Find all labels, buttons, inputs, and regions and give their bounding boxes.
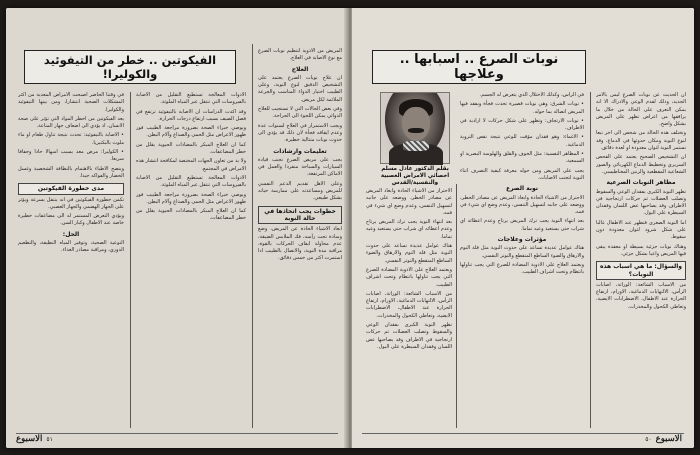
spill-paragraph: وعلى الاهل تقديم الدعم النفسي للمريض ومساعدته على ممارسة حياته بشكل طبيعي. — [258, 180, 342, 202]
article-paragraph: من الاسباب الشائعة: الوراثة، اصابات الرأس، الالتهابات الدماغية، الاورام، ارتفاع الحرارة عند الاطفال، الاضطرابات الايضية، وتعاطي الكحول والمخدرات. — [366, 290, 452, 319]
spill-paragraph: ان علاج نوبات الصرع يعتمد على التشخيص الدقيق لنوع النوبة، وعلى الطبيب اختيار الدواء المناسب والجرعة الملائمة لكل مريض. — [258, 74, 342, 103]
spill-paragraph: يجب على مريض الصرع تجنب قيادة السيارات والسباحة منفردا والعمل في الاماكن المرتفعة. — [258, 156, 342, 178]
article-paragraph: ويعتمد العلاج على الادوية المضادة للصرع التي يجب تناولها بانتظام وتحت اشراف الطبيب. — [366, 266, 452, 288]
article-paragraph: ولا بد من تعاون الجهات المختصة لمكافحة انتشار هذه الامراض في المجتمع. — [136, 158, 246, 172]
author-byline: بقلم الدكتور عادل مسلم اخصائي الامراض العصبية والنفسية/القدس — [380, 166, 450, 186]
article-paragraph: هناك عوامل عديدة تساعد على حدوث النوبة مثل قلة النوم والارهاق والضوء الساطع المتقطع والتوتر النفسي. — [460, 245, 584, 259]
article-paragraph: • الكوليرا: مرض معد يسبب اسهالا حادا وجفافا سريعا. — [18, 149, 124, 163]
article-paragraph: في وقتنا الحاضر اصبحت الامراض المعدية من اكثر المشكلات الصحية انتشارا، ومن بينها التيفوئيد والكوليرا. — [18, 92, 124, 113]
article-paragraph: • المظاهر النفسية: مثل الخوف والقلق والهلوسة البصرية او السمعية. — [460, 151, 584, 165]
article-paragraph: الادوات المعالجة تستطيع التقليل من الاصابة بالفيروسات التي تنتقل عبر المياه الملوثة. — [136, 92, 246, 106]
article-paragraph: الادوات المعالجة تستطيع التقليل من الاصابة بالفيروسات التي تنتقل عبر المياه الملوثة. — [136, 174, 246, 189]
seizure-subheading: نوبة الصرع — [505, 185, 539, 193]
article-paragraph: كما ان العلاج المبكر بالمضادات الحيوية يقلل من خطر المضاعفات. — [136, 141, 246, 156]
spill-boxed-sub: خطوات يجب اتخاذها في حالة النوبة — [258, 206, 342, 225]
footer-rule — [16, 433, 338, 434]
spill-column — [258, 48, 342, 438]
solution-subheading: الحل: — [62, 230, 80, 238]
article-paragraph: تظهر النوبة الكبرى بفقدان الوعي والسقوط وتصلب العضلات ثم حركات ارتجاجية في الاطراف وقد يصاحبها عض اللسان وفقدان السيطرة على البول. — [366, 322, 452, 350]
footer-rule — [362, 433, 684, 434]
left-first-column — [18, 92, 124, 428]
spill-paragraph: ابعاد الاشياء الحادة عن المريض، وضع وسادة تحت رأسه، فك الملابس الضيقة، عدم محاولة ايقاف الحركات بالقوة، مراقبة مدة النوبة، والاتصال بالطبيب اذا استمرت اكثر من خمس دقائق. — [258, 226, 342, 262]
article-paragraph: وتختلف هذه الحالة من شخص الى اخر تبعا لنوع النوبة ومكان حدوثها في الدماغ، وقد تستمر النوبة لثوان معدودة او لعدة دقائق. — [596, 130, 686, 152]
photo-face — [402, 107, 430, 141]
article-paragraph: الاحتراز من الاشياء الحادة وابعاد المريض عن مصادر الخطر، ووضعه على جانبه لتسهيل التنفس، وعدم وضع اي شيء في فمه. — [460, 194, 584, 216]
page-number: ٥٠ — [645, 435, 652, 443]
magazine-brand: الاسبوع — [655, 434, 682, 444]
right-page — [352, 8, 694, 448]
article-paragraph: • الاصابة بالتيفوئيد: تحدث نتيجة تناول طعام او ماء ملوث بالبكتيريا. — [18, 132, 124, 146]
article-paragraph: اما النوبة الصغرى فتظهر عند الاطفال غالبا على شكل شرود لثوان معدودة دون سقوط. — [596, 219, 686, 241]
left-middle-column — [136, 92, 246, 428]
article-paragraph: ويؤدي التعرض المستمر له الى مضاعفات خطيرة خاصة عند الاطفال وكبار السن. — [18, 213, 124, 227]
article-paragraph: الاحتراز من الاشياء الحادة وابعاد المريض عن مصادر الخطر، ووضعه على جانبه لتسهيل التنفس، وعدم وضع اي شيء في فمه. — [366, 188, 452, 216]
article-paragraph: بعد انتهاء النوبة يجب ترك المريض يرتاح وعدم اعطائه اي شراب حتى يستعيد وعيه تماما. — [366, 219, 452, 240]
left-page-headline: الفيكوتين .. خطر من التيفوئيد والكوليرا! — [24, 50, 236, 84]
article-paragraph: بعد انتهاء النوبة يجب ترك المريض يرتاح وعدم اعطائه اي شراب حتى يستعيد وعيه تماما. — [460, 218, 584, 232]
column-rule — [590, 92, 591, 428]
article-paragraph: في الرأس، وكذلك الاختلال الذي يتعرض له الجسم. — [479, 92, 584, 98]
article-paragraph: ويوصي خبراء الصحة بضرورة مراجعة الطبيب فور ظهور الاعراض مثل الحمى والصداع وآلام البطن. — [136, 125, 246, 139]
article-paragraph: ان الحديث عن نوبات الصرع ليس بالأمر الجديد، وذلك لقدم الوعي والادراك الا انه يمكن التعرف على الحالة من خلال ما يرافقها من اعراض تظهر على المريض بشكل واضح. — [596, 92, 686, 128]
photo-mustache — [408, 128, 424, 133]
page-number: ٥١ — [46, 435, 53, 443]
article-paragraph: يعد الفيكوتين من اخطر المواد التي تؤثر على صحة الانسان، اذ يؤدي الى اضعاف جهاز المناعة. — [18, 115, 124, 130]
right-middle-column — [460, 92, 584, 428]
article-paragraph: من الاسباب الشائعة: الوراثة، اصابات الرأس، الالتهابات الدماغية، الاورام، ارتفاع الحرارة عند الاطفال، الاضطرابات الايضية، وتعاطي الكحول والمخدرات. — [596, 281, 686, 310]
right-last-column — [366, 188, 452, 428]
causes-question-box: والسؤال: ما هي اسباب هذه النوبات؟ — [596, 261, 686, 280]
article-paragraph: هناك عوامل عديدة تساعد على حدوث النوبة مثل قلة النوم والارهاق والضوء الساطع المتقطع والتوتر النفسي. — [366, 243, 452, 264]
left-page — [6, 8, 348, 448]
right-footer — [645, 434, 682, 444]
article-paragraph: كما ان العلاج المبكر بالمضادات الحيوية يقلل من خطر المضاعفات. — [136, 208, 246, 222]
spill-paragraph: وفي بعض الحالات التي لا تستجيب للعلاج الدوائي يمكن اللجوء الى الجراحة. — [258, 106, 342, 120]
left-footer — [16, 434, 53, 444]
article-paragraph: تكمن خطورة الفيكوتين في انه ينتقل بسرعة ويؤثر على الجهاز الهضمي والجهاز العصبي. — [18, 196, 124, 210]
spill-sub-treatment: العلاج — [291, 65, 309, 73]
spill-top-note: المريض من الادوية لتنظيم نوبات الصرع مع نوع الاصابة في العلاج. — [258, 48, 342, 62]
article-paragraph: وهناك نوبات جزئية بسيطة او معقدة يبقى فيها المريض واعيا بشكل جزئي. — [596, 243, 686, 257]
article-paragraph: ويعتمد العلاج على الادوية المضادة للصرع التي يجب تناولها بانتظام وتحت اشراف الطبيب. — [460, 261, 584, 276]
article-paragraph: تظهر النوبة الكبرى بفقدان الوعي والسقوط وتصلب العضلات ثم حركات ارتجاجية في الاطراف وقد يصاحبها عض اللسان وفقدان السيطرة على البول. — [596, 188, 686, 217]
right-page-headline: نوبات الصرع .. اسبابها .. وعلاجها — [372, 50, 586, 84]
column-rule — [252, 44, 253, 428]
column-rule — [130, 92, 131, 428]
article-paragraph: • نوبات الشرق: وهي نوبات قصيرة تحدث فجأة ويفقد فيها المريض اتصاله بما حوله. — [460, 101, 584, 115]
article-paragraph: ان التشخيص الصحيح يعتمد على الفحص السريري وتخطيط الدماغ الكهربائي والصور الشعاعية المقطعية والرنين المغناطيسي. — [596, 154, 686, 175]
article-paragraph: وينصح الاطباء بالاهتمام بالنظافة الشخصية وغسل الخضار والفواكه جيدا. — [18, 165, 124, 179]
danger-subheading: مدى خطورة الفيكوتين — [18, 183, 124, 194]
magazine-brand: الاسبوع — [16, 434, 43, 444]
article-paragraph: وقد اكدت الدراسات ان الاصابة بالتيفوئيد ترتفع في فصل الصيف بسبب ارتفاع درجات الحرارة. — [136, 108, 246, 122]
photo-scarf — [403, 141, 429, 151]
article-paragraph: يجب على المريض ومن حوله معرفة كيفية التصرف اثناء النوبة لتجنب الاصابات. — [460, 167, 584, 181]
right-first-column — [596, 92, 686, 428]
article-paragraph: التوعية الصحية، وتوفير المياه النظيفة، والتطعيم الدوري، ومراقبة مصادر الغذاء. — [18, 240, 124, 254]
spill-sub-instructions: تعليمات وارشادات — [273, 147, 327, 155]
article-paragraph: ويوصي خبراء الصحة بضرورة مراجعة الطبيب فور ظهور الاعراض مثل الحمى والصداع وآلام البطن. — [136, 191, 246, 205]
treatments-subheading: مؤثرات وعلاجات — [497, 236, 547, 244]
article-paragraph: • الاغماء: وهو فقدان مؤقت للوعي نتيجة نقص التروية الدماغية. — [460, 134, 584, 148]
column-rule — [456, 184, 457, 428]
spill-paragraph: ويجب الاستمرار في العلاج لسنوات عدة وعدم ايقافه فجأة لان ذلك قد يؤدي الى حدوث نوبات متتالية خطيرة. — [258, 122, 342, 144]
manifestations-subheading: مظاهر النوبات الصرعية — [606, 179, 676, 187]
article-paragraph: • نوبات الارتجاف: وتظهر على شكل حركات لا ارادية في الاطراف. — [460, 117, 584, 132]
author-photo — [380, 92, 450, 164]
magazine-spread — [6, 8, 694, 448]
